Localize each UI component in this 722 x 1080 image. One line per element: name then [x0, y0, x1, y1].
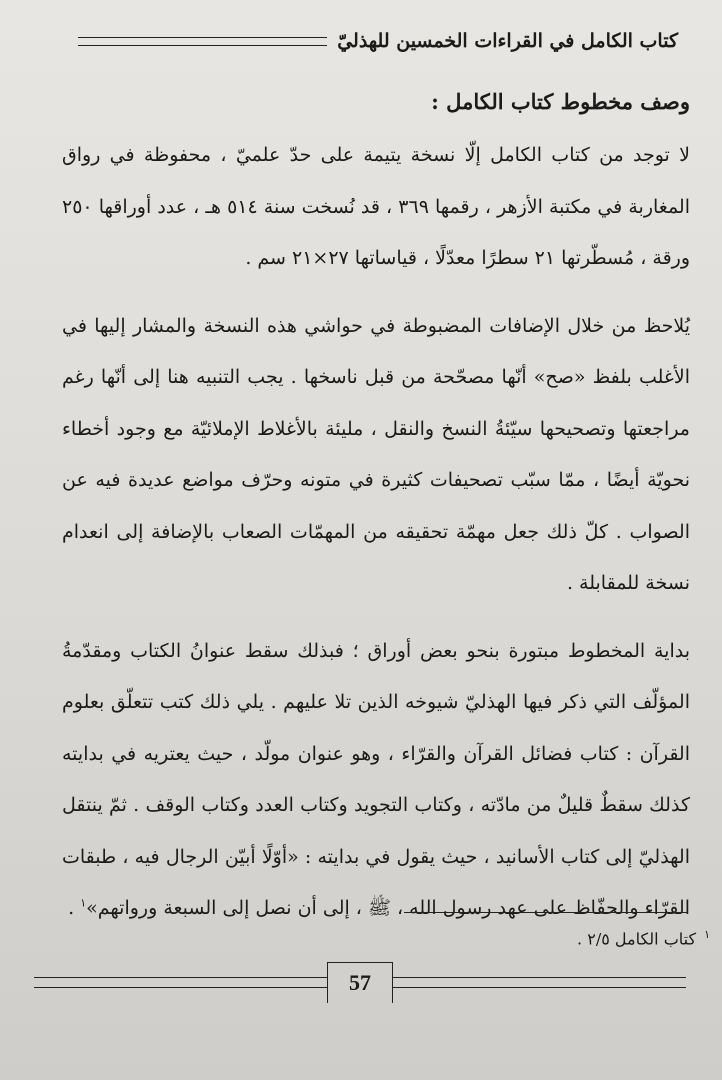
section-heading: وصف مخطوط كتاب الكامل :: [431, 89, 690, 114]
footnote-number: ١: [704, 928, 710, 941]
paragraph-manuscript-condition: يُلاحظ من خلال الإضافات المضبوطة في حواشي هذه النسخة والمشار إليها في الأغلب بلفظ «صح» أنّها مصحّحة من قبل ناسخها . يجب التنبيه هنا إلى أنّها رغم مراجعتها وتصحيحها سيّئةُ النسخ والنقل ، مليئة بالأغلاط الإملائيّة مع وجود أخطاء نحويّة أيضًا ، ممّا سبّب تصحيفات كثيرة في متونه وحرّف مواضع عديدة فيه عن الصواب . كلّ ذلك جعل مهمّة تحقيقه من المهمّات الصعاب بالإضافة إلى انعدام نسخة للمقابلة .: [62, 314, 690, 594]
footnote-reference: ١: [80, 896, 87, 910]
folio-rule-right: [393, 977, 686, 988]
page-number: 57: [327, 962, 393, 1003]
page-body: [62, 82, 690, 951]
paragraph-contents-text: بداية المخطوط مبتورة بنحو بعض أوراق ؛ فبذلك سقط عنوانُ الكتاب ومقدّمةُ المؤلّف التي ذكر فيها الهذليّ شيوخه الذين تلا عليهم . يلي ذلك كتب تتعلّق بعلوم القرآن : كتاب فضائل القرآن والقرّاء ، وهو عنوان مولّد ، حيث يعتريه في بدايته كذلك سقطٌ قليلٌ من مادّته ، وكتاب التجويد وكتاب العدد وكتاب الوقف . ثمّ ينتقل الهذليّ إلى كتاب الأسانيد ، حيث يقول في بدايته : «أوّلًا أبيّن الرجال فيه ، طبقات القرّاء والحفّاظ على عهد رسول الله ، ﷺ ، إلى أن نصل إلى السبعة ورواتهم»: [62, 639, 690, 919]
running-title: كتاب الكامل في القراءات الخمسين للهذليّ: [337, 30, 678, 52]
folio-rule-left: [34, 977, 327, 988]
page-number-band: [34, 960, 686, 1004]
paragraph-manuscript-contents: بداية المخطوط مبتورة بنحو بعض أوراق ؛ فبذلك سقط عنوانُ الكتاب ومقدّمةُ المؤلّف التي ذكر فيها الهذليّ شيوخه الذين تلا عليهم . يلي ذلك كتب تتعلّق بعلوم القرآن : كتاب فضائل القرآن والقرّاء ، وهو عنوان مولّد ، حيث يعتريه في بدايته كذلك سقطٌ قليلٌ من مادّته ، وكتاب التجويد وكتاب العدد وكتاب الوقف . ثمّ ينتقل الهذليّ إلى كتاب الأسانيد ، حيث يقول في بدايته : «أوّلًا أبيّن الرجال فيه ، طبقات القرّاء والحفّاظ على عهد رسول الله ، ﷺ ، إلى أن نصل إلى السبعة ورواتهم»$^١$ .: [62, 639, 690, 919]
running-header: [78, 26, 688, 56]
footnote: [380, 928, 710, 948]
header-double-rule: [78, 37, 327, 46]
footnote-separator: [404, 912, 688, 913]
footnote-text: كتاب الكامل ٢/٥ .: [577, 929, 697, 949]
paragraph-manuscript-copy: لا توجد من كتاب الكامل إلّا نسخة يتيمة على حدّ علميّ ، محفوظة في رواق المغاربة في مكتبة الأزهر ، رقمها ٣٦٩ ، قد نُسخت سنة ٥١٤ هـ ، عدد أوراقها ٢٥٠ ورقة ، مُسطّرتها ٢١ سطرًا معدّلًا ، قياساتها ٢٧×٢١ سم .: [62, 144, 690, 269]
